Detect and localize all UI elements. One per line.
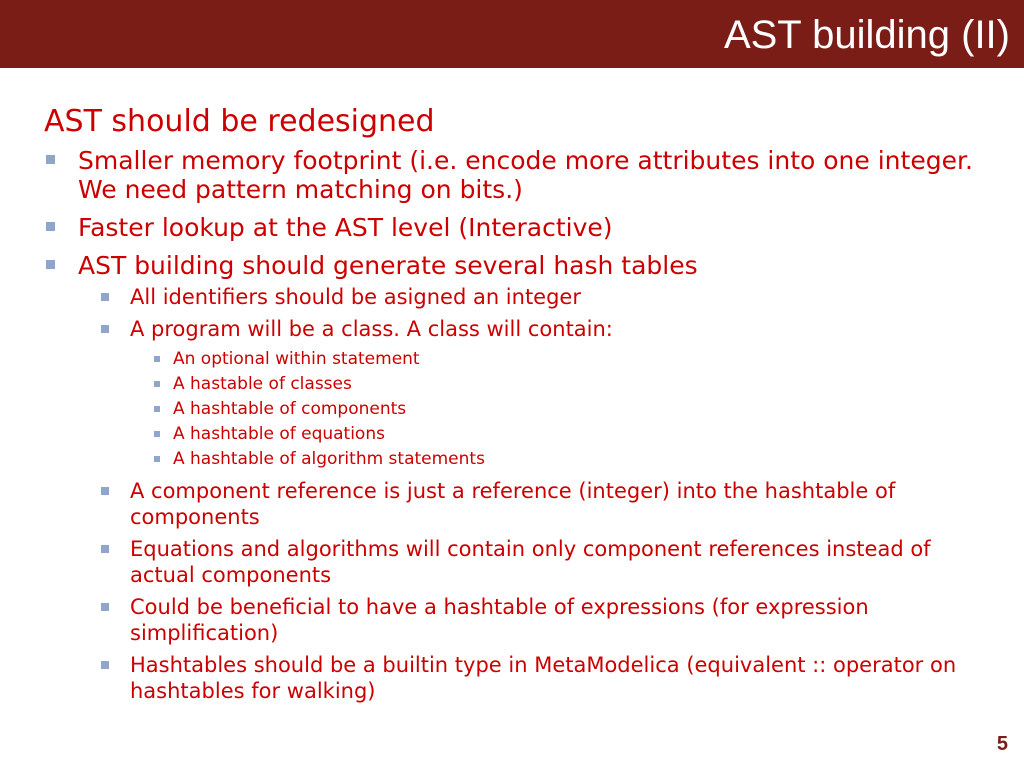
sub-sub-list-item-text: An optional within statement	[173, 349, 420, 369]
square-bullet-icon	[154, 431, 160, 437]
title-bar	[0, 0, 1024, 68]
square-bullet-icon	[154, 456, 160, 462]
square-bullet-icon	[101, 293, 109, 301]
sub-list-item	[44, 594, 994, 646]
sub-list-item-text: Equations and algorithms will contain only component references instead of actual components	[130, 537, 931, 587]
slide-content	[44, 102, 994, 710]
section-heading: AST should be redesigned	[44, 104, 435, 139]
square-bullet-icon	[101, 325, 109, 333]
sub-sub-list-item	[44, 373, 994, 395]
sub-sub-list-item	[44, 423, 994, 445]
sub-sub-list-item-text: A hashtable of algorithm statements	[173, 449, 485, 469]
slide-title: AST building (II)	[723, 13, 1010, 57]
sub-list-item-text: All identifiers should be asigned an integer	[130, 285, 581, 309]
sub-sub-list-item-text: A hastable of classes	[173, 374, 352, 394]
sub-list-item-text: Hashtables should be a builtin type in MetaModelica (equivalent :: operator on hashtables for walking)	[130, 653, 957, 703]
square-bullet-icon	[46, 222, 55, 231]
sub-list-item	[44, 316, 994, 342]
list-item	[44, 251, 994, 280]
sub-sub-list-item-text: A hashtable of equations	[173, 424, 385, 444]
square-bullet-icon	[101, 545, 109, 553]
square-bullet-icon	[154, 356, 160, 362]
sub-sub-list-item	[44, 448, 994, 470]
sub-list-item-text: Could be beneficial to have a hashtable of expressions (for expression simplification)	[130, 595, 869, 645]
square-bullet-icon	[154, 381, 160, 387]
sub-list-item	[44, 284, 994, 310]
square-bullet-icon	[101, 603, 109, 611]
list-item	[44, 213, 994, 242]
sub-list-item-text: A program will be a class. A class will contain:	[130, 317, 613, 341]
sub-sub-list-item	[44, 398, 994, 420]
square-bullet-icon	[154, 406, 160, 412]
sub-list-item	[44, 652, 994, 704]
square-bullet-icon	[46, 155, 55, 164]
sub-sub-list-item	[44, 348, 994, 370]
sub-sub-list-item-text: A hashtable of components	[173, 399, 407, 419]
bullet-list	[44, 146, 994, 704]
square-bullet-icon	[46, 260, 55, 269]
sub-list-item	[44, 536, 994, 588]
list-item-text: Faster lookup at the AST level (Interactive)	[78, 213, 613, 242]
list-item	[44, 146, 994, 204]
list-item-text: Smaller memory footprint (i.e. encode more attributes into one integer. We need pattern matching on bits.)	[78, 146, 973, 204]
square-bullet-icon	[101, 661, 109, 669]
sub-list-item-text: A component reference is just a reference (integer) into the hashtable of components	[130, 479, 896, 529]
sub-list-item	[44, 478, 994, 530]
list-item-text: AST building should generate several hash tables	[78, 251, 698, 280]
page-number: 5	[996, 733, 1008, 755]
square-bullet-icon	[101, 487, 109, 495]
